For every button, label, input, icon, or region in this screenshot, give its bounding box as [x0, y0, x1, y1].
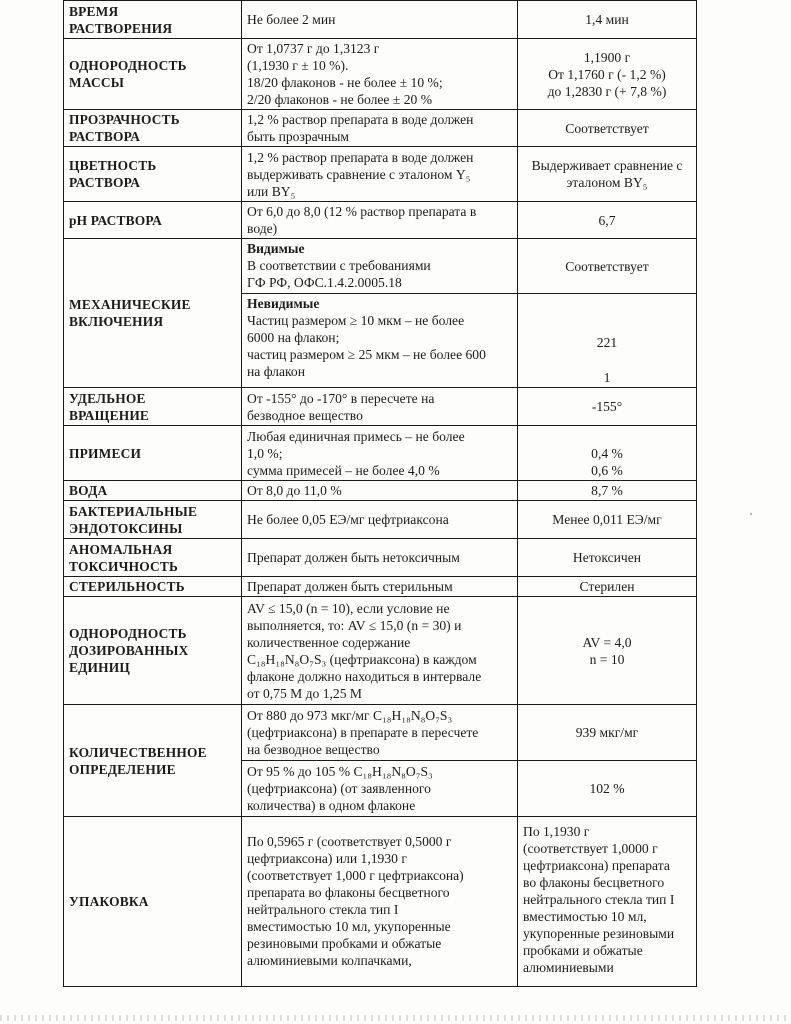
scan-noise-line: [0, 1015, 791, 1021]
result-cell: [518, 110, 697, 147]
result-text: Менее 0,011 ЕЭ/мг: [552, 512, 662, 527]
norm-text: От -155° до -170° в пересчете на безводное вещество: [247, 390, 435, 423]
param-label: БАКТЕРИАЛЬНЫЕ ЭНДОТОКСИНЫ: [69, 503, 198, 536]
result-text: 221: [596, 335, 618, 350]
result-cell: [518, 597, 697, 705]
norm-cell: [242, 597, 518, 705]
row-water: [64, 481, 697, 501]
result-cell: [518, 1, 697, 39]
result-text: 1,1900 г От 1,1760 г (- 1,2 %) до 1,2830 г (+ 7,8 %): [547, 49, 667, 99]
norm-text: По 0,5965 г (соответствует 0,5000 г цефтриаксона) или 1,1930 г (соответствует 1,000 г цефтриаксона) препарата во флаконы бесцветного нейтрального стекла тип I вместимостью 10 мл, укупоренные резиновыми пробками и обжатые алюминиевыми колпачками,: [247, 834, 464, 968]
result-cell: [518, 817, 697, 987]
param-label: УПАКОВКА: [69, 894, 149, 909]
norm-text: От 6,0 до 8,0 (12 % раствор препарата в воде): [247, 204, 477, 236]
param-label: КОЛИЧЕСТВЕННОЕ ОПРЕДЕЛЕНИЕ: [69, 744, 207, 777]
norm-cell: [242, 426, 518, 481]
result-cell: [518, 39, 697, 110]
row-ph: [64, 202, 697, 239]
norm-cell: [242, 817, 518, 987]
result-text: Соответствует: [565, 120, 649, 136]
norm-cell: [242, 110, 518, 147]
norm-cell: [242, 705, 518, 761]
result-text: 1: [603, 370, 611, 385]
param-label: СТЕРИЛЬНОСТЬ: [69, 579, 185, 594]
row-transparency: [64, 110, 697, 147]
param-cell: [64, 539, 242, 577]
param-cell: [64, 388, 242, 426]
param-cell: [64, 817, 242, 987]
norm-cell: [242, 761, 518, 817]
param-label: АНОМАЛЬНАЯ ТОКСИЧНОСТЬ: [69, 541, 179, 574]
param-label: рН РАСТВОРА: [69, 212, 162, 228]
row-bacterial-endotoxins: [64, 501, 697, 539]
param-label: ЦВЕТНОСТЬ РАСТВОРА: [69, 158, 157, 190]
row-specific-rotation: [64, 388, 697, 426]
param-cell: [64, 147, 242, 202]
norm-text: От 1,0737 г до 1,3123 г (1,1930 г ± 10 %). 18/20 флаконов - не более ± 10 %; 2/20 флаконов - не более ± 20 %: [247, 41, 443, 107]
result-cell: [518, 481, 697, 501]
result-text: Соответствует: [565, 258, 649, 274]
result-cell: [518, 761, 697, 817]
result-text: 0,4 % 0,6 %: [591, 446, 623, 478]
result-cell: [518, 239, 697, 294]
row-packaging: [64, 817, 697, 987]
result-text: По 1,1930 г (соответствует 1,0000 г цефтриаксона) препарата во флаконы бесцветного нейтрального стекла тип I вместимостью 10 мл, укупоренные резиновыми пробками и обжатые алюминиевыми: [523, 824, 675, 975]
result-text: Выдерживает сравнение с эталоном BY₅: [531, 158, 683, 190]
result-cell: [518, 388, 697, 426]
row-impurities: [64, 426, 697, 481]
norm-text: 1,2 % раствор препарата в воде должен выдерживать сравнение с эталоном Y₅ или BY₅: [247, 149, 474, 199]
row-assay-per-mg: [64, 705, 697, 761]
result-text: 6,7: [598, 212, 616, 228]
norm-text: 1,2 % раствор препарата в воде должен быть прозрачным: [247, 112, 474, 144]
param-label: ОДНОРОДНОСТЬ ДОЗИРОВАННЫХ ЕДИНИЦ: [69, 626, 189, 675]
result-text: 1,4 мин: [585, 12, 629, 27]
norm-cell: [242, 388, 518, 426]
param-label: УДЕЛЬНОЕ ВРАЩЕНИЕ: [69, 390, 150, 423]
row-dosage-uniformity: [64, 597, 697, 705]
param-label: ОДНОРОДНОСТЬ МАССЫ: [69, 58, 187, 90]
param-cell: [64, 110, 242, 147]
row-color: [64, 147, 697, 202]
row-dissolution-time: [64, 1, 697, 39]
param-cell: [64, 39, 242, 110]
invisible-heading: Невидимые: [247, 296, 320, 311]
param-label: ВОДА: [69, 483, 108, 498]
result-cell: [518, 294, 697, 388]
norm-cell: [242, 481, 518, 501]
norm-cell: [242, 202, 518, 239]
result-cell: [518, 539, 697, 577]
result-text: 939 мкг/мг: [575, 725, 639, 740]
result-text: -155°: [591, 399, 623, 414]
norm-text: От 8,0 до 11,0 %: [247, 483, 342, 498]
result-text: 102 %: [589, 781, 625, 796]
result-text: Нетоксичен: [572, 550, 642, 565]
row-mechanical-inclusions-visible: [64, 239, 697, 294]
result-cell: [518, 501, 697, 539]
result-cell: [518, 147, 697, 202]
row-sterility: [64, 577, 697, 597]
specification-table: [63, 0, 697, 987]
norm-text: Не более 2 мин: [247, 12, 336, 27]
row-abnormal-toxicity: [64, 539, 697, 577]
param-cell: [64, 705, 242, 817]
norm-text: Не более 0,05 ЕЭ/мг цефтриаксона: [247, 512, 449, 527]
norm-text: От 880 до 973 мкг/мг C₁₈H₁₈N₈O₇S₃ (цефтриаксона) в препарате в пересчете на безводное вещество: [247, 708, 479, 757]
norm-cell: [242, 501, 518, 539]
norm-text: От 95 % до 105 % C₁₈H₁₈N₈O₇S₃ (цефтриаксона) (от заявленного количества) в одном флаконе: [247, 764, 433, 813]
norm-text: Препарат должен быть нетоксичным: [247, 550, 460, 565]
result-text: AV = 4,0 n = 10: [582, 634, 632, 667]
norm-cell: [242, 1, 518, 39]
param-cell: [64, 501, 242, 539]
norm-text: В соответствии с требованиями ГФ РФ, ОФС.1.4.2.0005.18: [247, 258, 431, 290]
param-cell: [64, 577, 242, 597]
param-cell: [64, 239, 242, 388]
norm-text: Любая единичная примесь – не более 1,0 %; сумма примесей – не более 4,0 %: [247, 428, 465, 478]
param-label: ПРОЗРАЧНОСТЬ РАСТВОРА: [69, 112, 180, 144]
param-cell: [64, 597, 242, 705]
param-label: МЕХАНИЧЕСКИЕ ВКЛЮЧЕНИЯ: [69, 297, 191, 329]
norm-cell: [242, 239, 518, 294]
param-cell: [64, 202, 242, 239]
param-label: ПРИМЕСИ: [69, 445, 142, 461]
result-text: Стерилен: [579, 579, 635, 594]
norm-cell: [242, 294, 518, 388]
norm-cell: [242, 147, 518, 202]
param-cell: [64, 426, 242, 481]
norm-text: AV ≤ 15,0 (n = 10), если условие не выполняется, то: AV ≤ 15,0 (n = 30) и количественное содержание C₁₈H₁₈N₈O₇S₃ (цефтриаксона) в каждом флаконе должно находиться в интервале от 0,75 M до 1,25 M: [247, 600, 482, 701]
norm-text: Частиц размером ≥ 10 мкм – не более 6000 на флакон; частиц размером ≥ 25 мкм – не более 600 на флакон: [247, 313, 486, 379]
param-label: ВРЕМЯ РАСТВОРЕНИЯ: [69, 3, 173, 36]
norm-text: Препарат должен быть стерильным: [247, 579, 453, 594]
result-cell: [518, 577, 697, 597]
scan-speck: [750, 513, 752, 515]
result-cell: [518, 202, 697, 239]
norm-cell: [242, 539, 518, 577]
norm-cell: [242, 39, 518, 110]
result-cell: [518, 705, 697, 761]
norm-cell: [242, 577, 518, 597]
param-cell: [64, 1, 242, 39]
result-cell: [518, 426, 697, 481]
row-mass-uniformity: [64, 39, 697, 110]
visible-heading: Видимые: [247, 241, 305, 256]
param-cell: [64, 481, 242, 501]
result-text: 8,7 %: [591, 483, 623, 498]
